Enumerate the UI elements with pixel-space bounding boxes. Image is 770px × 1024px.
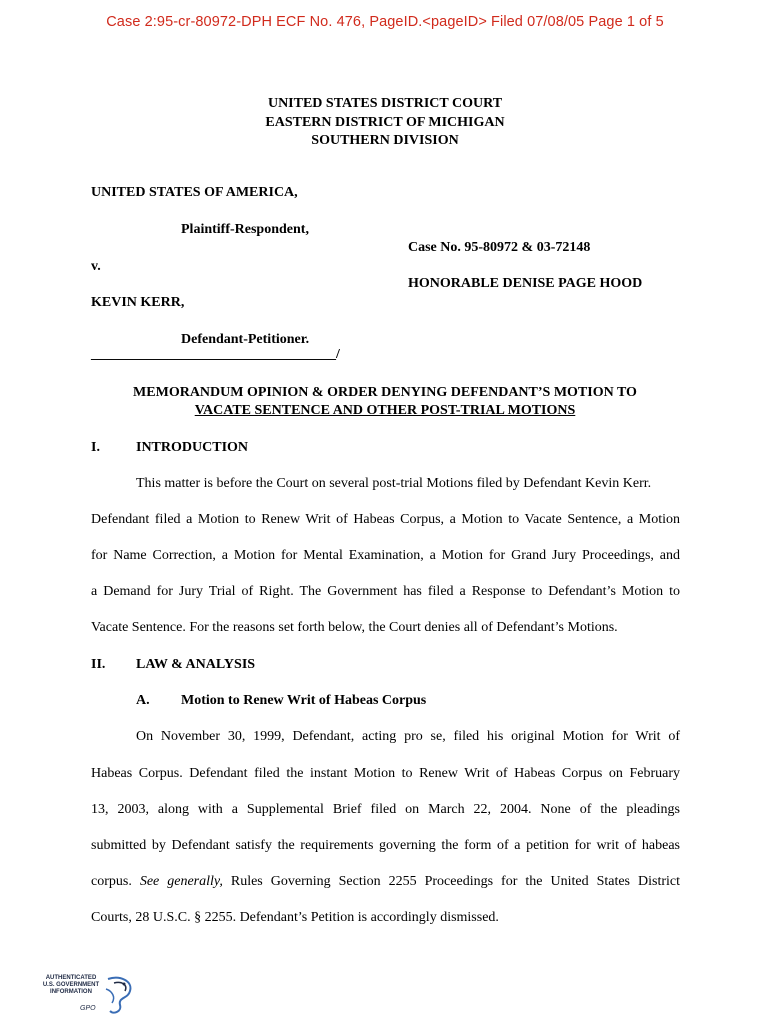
body-line-6: Courts, 28 U.S.C. § 2255. Defendant’s Petition is accordingly dismissed. (91, 910, 499, 925)
section-2-number: II. (91, 657, 106, 672)
intro-line-2: Defendant filed a Motion to Renew Writ of Habeas Corpus, a Motion to Vacate Sentence, a Motion (91, 512, 680, 527)
caption-rule: ___________________________________/ (91, 347, 340, 362)
intro-line-1: This matter is before the Court on several post-trial Motions filed by Defendant Kevin Kerr. (136, 476, 652, 491)
court-division: SOUTHERN DIVISION (311, 133, 459, 148)
body-line-3: 13, 2003, along with a Supplemental Brief filed on March 22, 2004. None of the pleadings (91, 802, 680, 817)
judge-name: HONORABLE DENISE PAGE HOOD (408, 276, 643, 291)
defendant-name: KEVIN KERR, (91, 295, 185, 310)
intro-line-4: a Demand for Jury Trial of Right. The Government has filed a Response to Defendant’s Motion to (91, 584, 680, 599)
body-line-5-start: corpus. (91, 874, 140, 889)
body-line-5 (91, 874, 680, 890)
section-1-title: INTRODUCTION (136, 440, 249, 455)
gpo-seal-text: AUTHENTICATED U.S. GOVERNMENT INFORMATION (42, 975, 100, 995)
gpo-abbreviation: GPO (80, 1005, 96, 1012)
subsection-a-number: A. (136, 693, 150, 708)
body-line-4: submitted by Defendant satisfy the requirements governing the form of a petition for writ of habeas (91, 838, 680, 853)
versus: v. (91, 259, 101, 274)
gpo-seal (40, 975, 135, 1017)
eagle-icon (100, 975, 135, 1015)
body-line-5-end: Rules Governing Section 2255 Proceedings for the United States District (222, 874, 680, 889)
citation-signal: See generally, (139, 874, 223, 889)
section-1-number: I. (91, 440, 100, 455)
intro-line-3: for Name Correction, a Motion for Mental Examination, a Motion for Grand Jury Proceedings, and (91, 548, 680, 563)
body-line-2: Habeas Corpus. Defendant filed the instant Motion to Renew Writ of Habeas Corpus on February (91, 766, 680, 781)
intro-line-5: Vacate Sentence. For the reasons set forth below, the Court denies all of Defendant’s Motions. (91, 620, 618, 635)
plaintiff-name: UNITED STATES OF AMERICA, (91, 185, 298, 200)
court-district: EASTERN DISTRICT OF MICHIGAN (265, 114, 505, 130)
section-2-title: LAW & ANALYSIS (136, 657, 256, 672)
ecf-header: Case 2:95-cr-80972-DPH ECF No. 476, PageID.<pageID> Filed 07/08/05 Page 1 of 5 (106, 14, 664, 30)
title-line-1: MEMORANDUM OPINION & ORDER DENYING DEFENDANT’S MOTION TO (133, 385, 637, 400)
case-number: Case No. 95-80972 & 03-72148 (408, 240, 591, 255)
body-line-1: On November 30, 1999, Defendant, acting pro se, filed his original Motion for Writ of (136, 729, 680, 744)
court-heading (0, 95, 770, 151)
court-name: UNITED STATES DISTRICT COURT (267, 96, 503, 111)
title-line-2: VACATE SENTENCE AND OTHER POST-TRIAL MOTIONS (194, 403, 576, 418)
plaintiff-role: Plaintiff-Respondent, (181, 222, 309, 237)
document-title (0, 384, 770, 420)
subsection-a-title: Motion to Renew Writ of Habeas Corpus (181, 693, 427, 708)
defendant-role: Defendant-Petitioner. (181, 332, 310, 347)
